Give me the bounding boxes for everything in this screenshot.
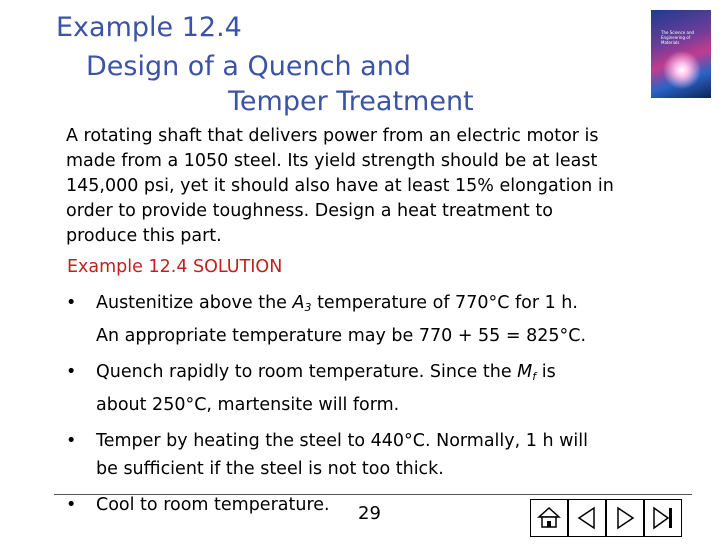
title-line-2: Design of a Quench and <box>86 51 411 82</box>
page-number: 29 <box>358 503 381 524</box>
problem-line: made from a 1050 steel. Its yield strength should be at least <box>66 151 598 171</box>
triangle-right-icon <box>612 505 638 531</box>
symbol-a3: $A_3$ <box>292 293 312 314</box>
home-icon <box>536 505 562 531</box>
book-cover-burst <box>657 50 707 90</box>
previous-slide-button[interactable] <box>568 499 606 537</box>
bullet-icon: • <box>66 431 77 451</box>
solution-steps <box>66 289 588 527</box>
step-quench: • Quench rapidly to room temperature. Since the $M_f$ is about 250°C, martensite will form. <box>66 358 588 419</box>
footer-divider <box>54 494 692 495</box>
problem-line: produce this part. <box>66 226 222 246</box>
book-cover-caption: The Science and Engineering of Materials <box>661 30 695 45</box>
problem-statement <box>66 124 696 249</box>
book-cover-image <box>651 10 711 98</box>
title-line-3: Temper Treatment <box>228 86 474 117</box>
step-austenitize: • Austenitize above the $A_3$ temperature of 770°C for 1 h. An appropriate temperature may be 770 + 55 = 825°C. <box>66 289 588 350</box>
bullet-icon: • <box>66 362 77 382</box>
last-slide-button[interactable] <box>644 499 682 537</box>
triangle-right-bar-icon <box>650 505 676 531</box>
bullet-icon: • <box>66 293 77 313</box>
problem-line: order to provide toughness. Design a heat treatment to <box>66 201 553 221</box>
home-button[interactable] <box>530 499 568 537</box>
solution-heading: Example 12.4 SOLUTION <box>67 257 283 277</box>
step-temper: • Temper by heating the steel to 440°C. Normally, 1 h will be sufficient if the steel is not too thick. <box>66 427 588 483</box>
next-slide-button[interactable] <box>606 499 644 537</box>
problem-line: A rotating shaft that delivers power from an electric motor is <box>66 126 599 146</box>
symbol-mf: $M_f$ <box>517 362 537 383</box>
problem-line: 145,000 psi, yet it should also have at least 15% elongation in <box>66 176 614 196</box>
triangle-left-icon <box>574 505 600 531</box>
step-cool: • Cool to room temperature. <box>66 491 588 519</box>
bullet-icon: • <box>66 495 77 515</box>
title-line-1: Example 12.4 <box>56 12 242 43</box>
